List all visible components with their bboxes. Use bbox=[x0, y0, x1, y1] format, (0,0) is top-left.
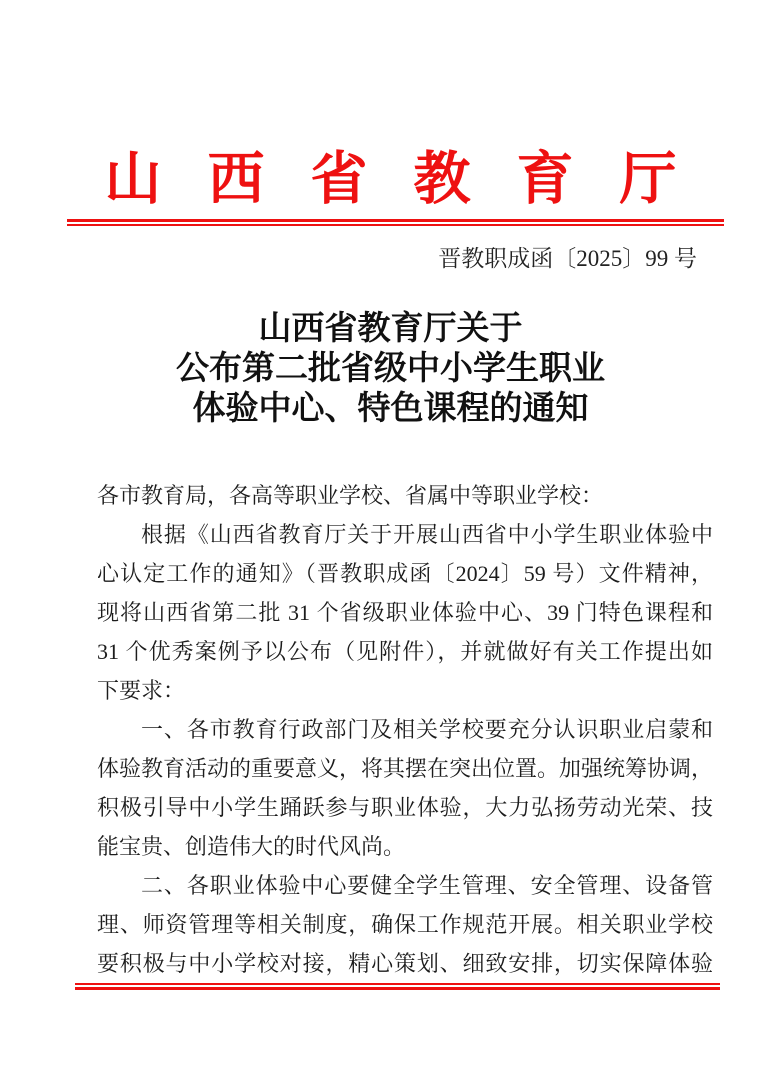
body-line: 积极引导中小学生踊跃参与职业体验，大力弘扬劳动光荣、技 bbox=[97, 795, 713, 820]
body-line: 心认定工作的通知》（晋教职成函〔2024〕59 号）文件精神， bbox=[97, 561, 713, 586]
notice-title-line-2: 公布第二批省级中小学生职业 bbox=[176, 351, 605, 387]
body-line-item-two: 二、各职业体验中心要健全学生管理、安全管理、设备管 bbox=[141, 873, 713, 898]
footer-red-separator bbox=[75, 983, 720, 990]
body-line: 下要求： bbox=[97, 678, 186, 703]
body-line: 要积极与中小学校对接，精心策划、细致安排，切实保障体验 bbox=[97, 951, 713, 976]
red-separator-thin-band bbox=[67, 224, 724, 226]
notice-body bbox=[97, 476, 713, 983]
letterhead-agency-name: 山西省教育厅 bbox=[104, 148, 723, 211]
document-reference-number: 晋教职成函〔2025〕99 号 bbox=[438, 246, 697, 271]
body-line: 31 个优秀案例予以公布（见附件），并就做好有关工作提出如 bbox=[97, 639, 713, 664]
body-line-salutation: 各市教育局，各高等职业学校、省属中等职业学校： bbox=[97, 483, 604, 508]
notice-title-line-1: 山西省教育厅关于 bbox=[258, 311, 523, 347]
footer-separator-bottom-band bbox=[75, 987, 720, 990]
body-line: 根据《山西省教育厅关于开展山西省中小学生职业体验中 bbox=[141, 522, 713, 547]
notice-title bbox=[0, 309, 781, 429]
body-line: 现将山西省第二批 31 个省级职业体验中心、39 门特色课程和 bbox=[97, 600, 713, 625]
body-line: 体验教育活动的重要意义，将其摆在突出位置。加强统筹协调， bbox=[97, 756, 714, 781]
body-line: 能宝贵、创造伟大的时代风尚。 bbox=[97, 834, 406, 859]
notice-title-line-3: 体验中心、特色课程的通知 bbox=[192, 391, 589, 427]
letterhead-red-separator bbox=[67, 219, 724, 226]
body-line-item-one: 一、各市教育行政部门及相关学校要充分认识职业启蒙和 bbox=[141, 717, 713, 742]
body-line: 理、师资管理等相关制度，确保工作规范开展。相关职业学校 bbox=[97, 912, 713, 937]
